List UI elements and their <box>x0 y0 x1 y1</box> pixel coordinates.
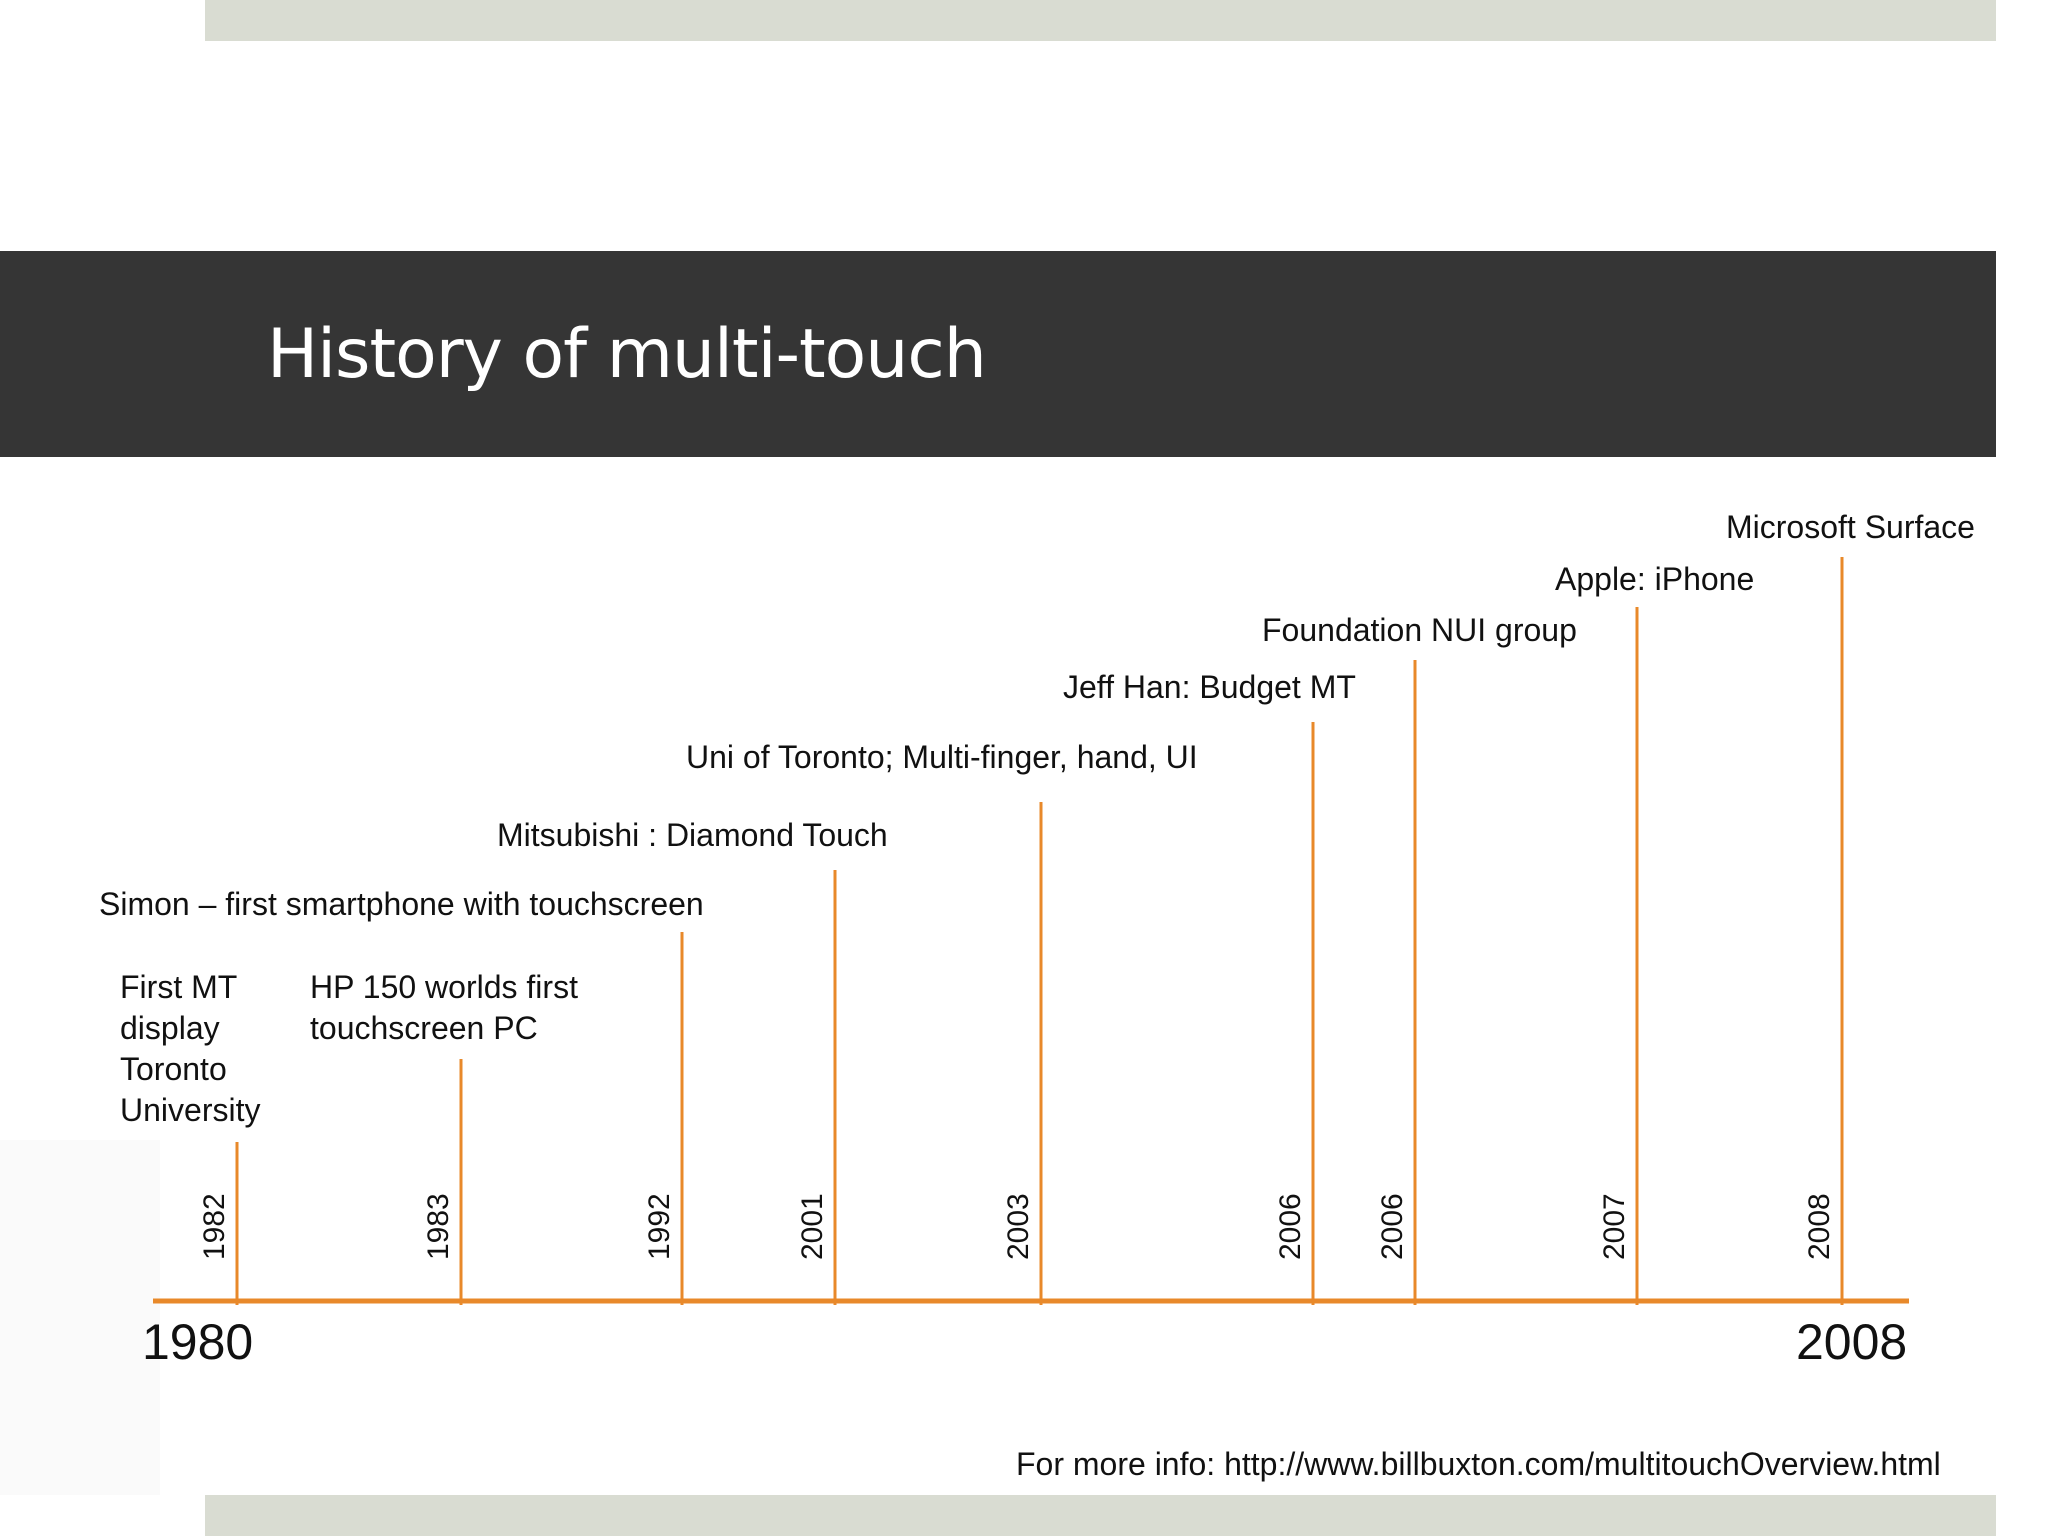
timeline-start-year: 1980 <box>142 1314 254 1370</box>
event-year-1982: 1982 <box>198 1193 231 1260</box>
timeline-end-year: 2008 <box>1796 1314 1908 1370</box>
event-year-2003: 2003 <box>1002 1193 1035 1260</box>
event-label: First MT display Toronto University <box>120 969 261 1128</box>
event-year-2008: 2008 <box>1803 1193 1836 1260</box>
bottom-decor-band <box>205 1495 1996 1536</box>
event-year-1983: 1983 <box>422 1193 455 1260</box>
event-year-2001: 2001 <box>796 1193 829 1260</box>
event-label: Simon – first smartphone with touchscreen <box>99 886 704 922</box>
event-label: Apple: iPhone <box>1555 561 1755 597</box>
event-label: Microsoft Surface <box>1726 509 1975 545</box>
event-label: HP 150 worlds first touchscreen PC <box>310 969 578 1046</box>
event-year-2006: 2006 <box>1274 1193 1307 1260</box>
event-label: Jeff Han: Budget MT <box>1063 669 1356 705</box>
more-info-link[interactable]: For more info: http://www.billbuxton.com/multitouchOverview.html <box>1016 1446 1941 1482</box>
slide-title: History of multi-touch <box>267 315 986 394</box>
event-label: Foundation NUI group <box>1262 612 1577 648</box>
event-label: Uni of Toronto; Multi-finger, hand, UI <box>686 739 1198 775</box>
event-year-2006: 2006 <box>1376 1193 1409 1260</box>
event-year-1992: 1992 <box>643 1193 676 1260</box>
event-label: Mitsubishi : Diamond Touch <box>497 817 888 853</box>
event-year-2007: 2007 <box>1598 1193 1631 1260</box>
